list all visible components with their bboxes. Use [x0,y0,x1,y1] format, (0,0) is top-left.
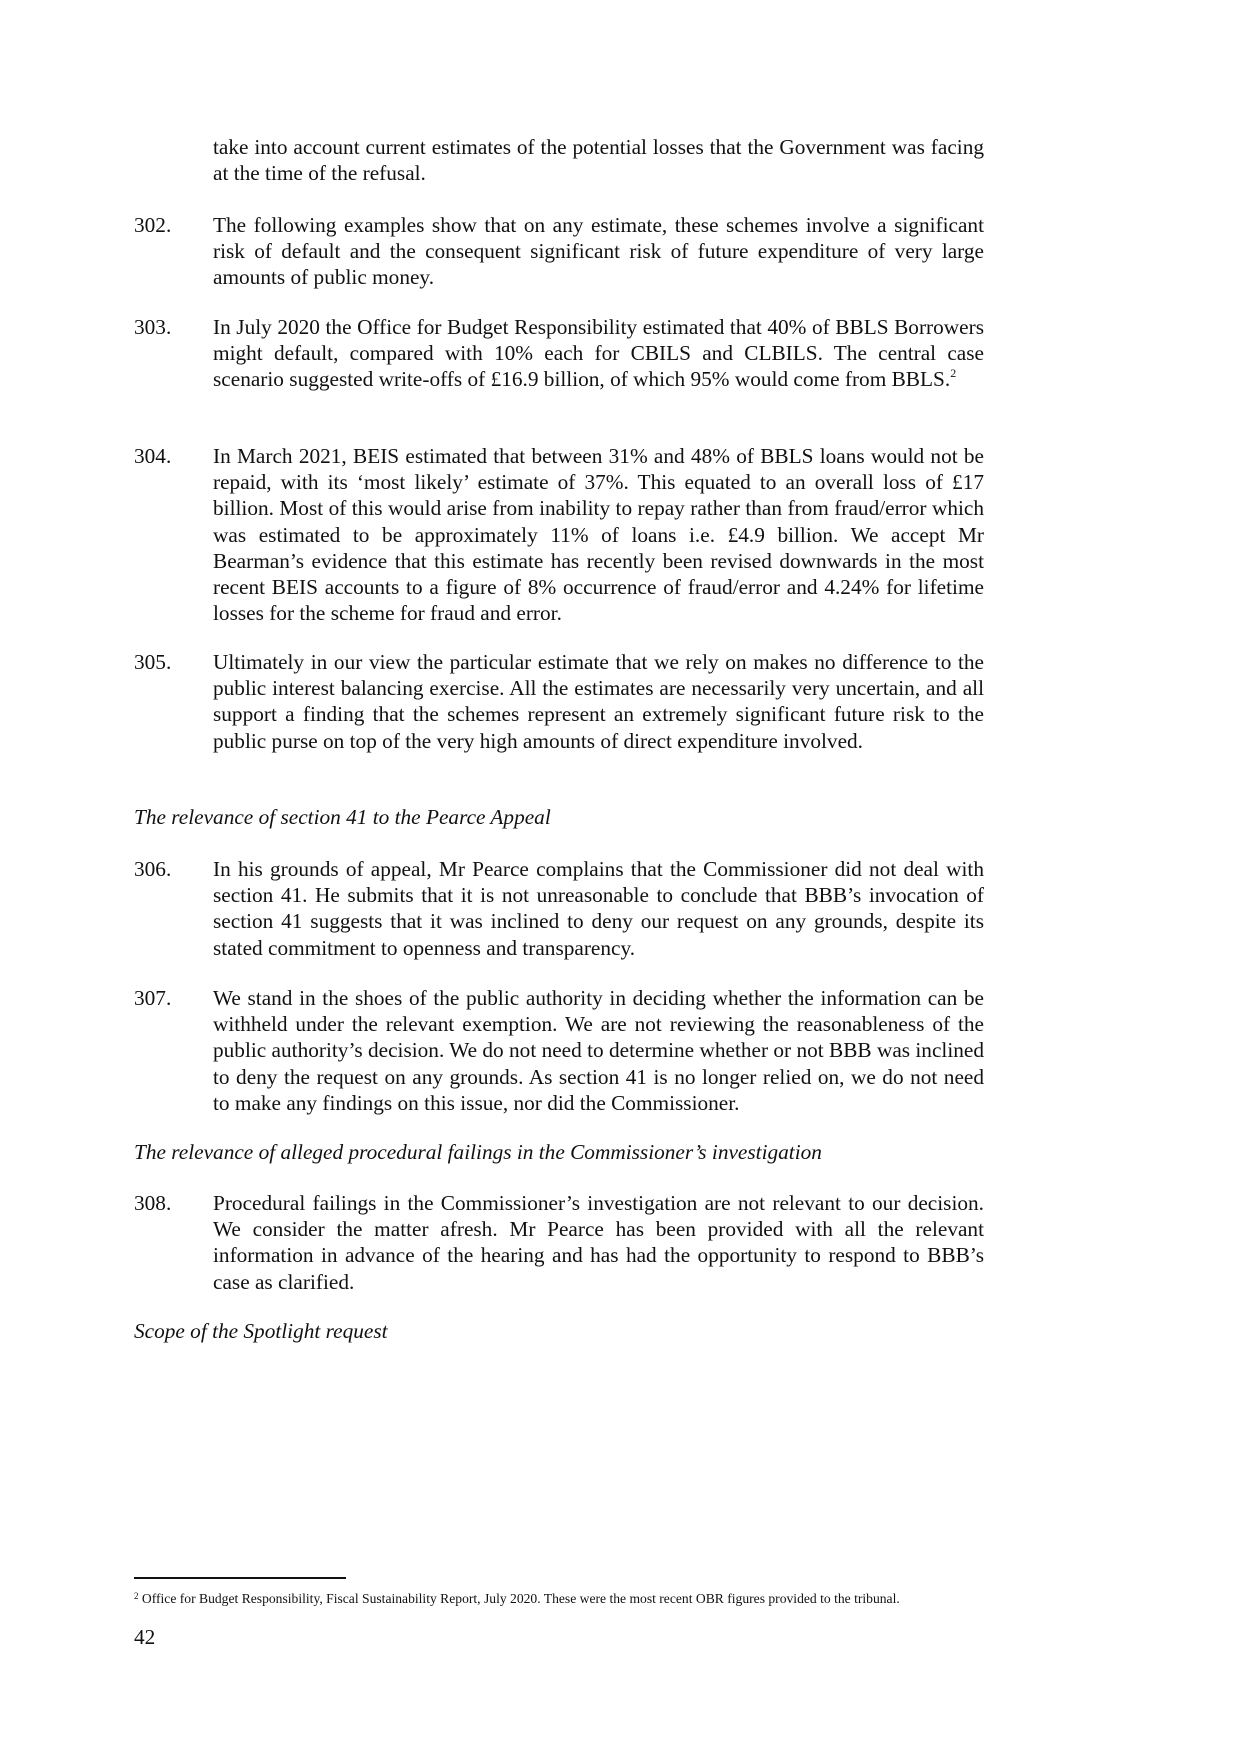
section-heading: The relevance of section 41 to the Pearce Appeal [134,805,551,829]
paragraph-number: 303. [134,315,172,339]
paragraph-302 [134,212,984,291]
paragraph-text [213,314,984,393]
paragraph-303 [134,314,984,393]
page-number: 42 [134,1625,156,1649]
paragraph-text: Ultimately in our view the particular estimate that we rely on makes no difference to the public interest balancing exercise. All the estimates are necessarily very uncertain, and all support a finding that the schemes represent an extremely significant future risk to the public purse on top of the very high amounts of direct expenditure involved. [213,650,984,753]
paragraph-text: Procedural failings in the Commissioner’s investigation are not relevant to our decision. We consider the matter afresh. Mr Pearce has been provided with all the relevant information in advance of the hearing and has had the opportunity to respond to BBB’s case as clarified. [213,1191,984,1294]
footnote [134,1588,900,1607]
paragraph-number: 305. [134,650,172,674]
paragraph-306 [134,856,984,961]
paragraph-text-content: In July 2020 the Office for Budget Responsibility estimated that 40% of BBLS Borrowers might default, compared with 10% each for CBILS and CLBILS. The central case scenario suggested write-offs of £16.9 billion, of which 95% would come from BBLS. [213,315,984,392]
footnote-separator [134,1577,346,1579]
paragraph-number: 308. [134,1191,172,1215]
paragraph-number: 306. [134,857,172,881]
paragraph-number: 304. [134,444,172,468]
paragraph-text: In his grounds of appeal, Mr Pearce complains that the Commissioner did not deal with section 41. He submits that it is not unreasonable to conclude that BBB’s invocation of section 41 suggests that it was inclined to deny our request on any grounds, despite its stated commitment to openness and transparency. [213,857,984,960]
paragraph-number: 307. [134,986,172,1010]
paragraph-305 [134,649,984,754]
footnote-text: Office for Budget Responsibility, Fiscal Sustainability Report, July 2020. These were the most recent OBR figures provided to the tribunal. [141,1591,900,1606]
section-heading: Scope of the Spotlight request [134,1319,388,1343]
paragraph-text: We stand in the shoes of the public authority in deciding whether the information can be withheld under the relevant exemption. We are not reviewing the reasonableness of the public authority’s decision. We do not need to determine whether or not BBB was inclined to deny the request on any grounds. As section 41 is no longer relied on, we do not need to make any findings on this issue, nor did the Commissioner. [213,986,984,1115]
continuation-text: take into account current estimates of the potential losses that the Government was facing at the time of the refusal. [213,135,984,186]
section-heading: The relevance of alleged procedural failings in the Commissioner’s investigation [134,1140,822,1164]
paragraph-304 [134,443,984,626]
footnote-marker: 2 [134,1591,139,1601]
paragraph-308 [134,1190,984,1295]
paragraph-number: 302. [134,213,172,237]
paragraph-307 [134,985,984,1116]
footnote-reference[interactable]: 2 [950,366,957,381]
paragraph-text: The following examples show that on any estimate, these schemes involve a significant risk of default and the consequent significant risk of future expenditure of very large amounts of public money. [213,213,984,290]
paragraph-text: In March 2021, BEIS estimated that between 31% and 48% of BBLS loans would not be repaid, with its ‘most likely’ estimate of 37%. This equated to an overall loss of £17 billion. Most of this would arise from inability to repay rather than from fraud/error which was estimated to be approximately 11% of loans i.e. £4.9 billion. We accept Mr Bearman’s evidence that this estimate has recently been revised downwards in the most recent BEIS accounts to a figure of 8% occurrence of fraud/error and 4.24% for lifetime losses for the scheme for fraud and error. [213,444,984,626]
